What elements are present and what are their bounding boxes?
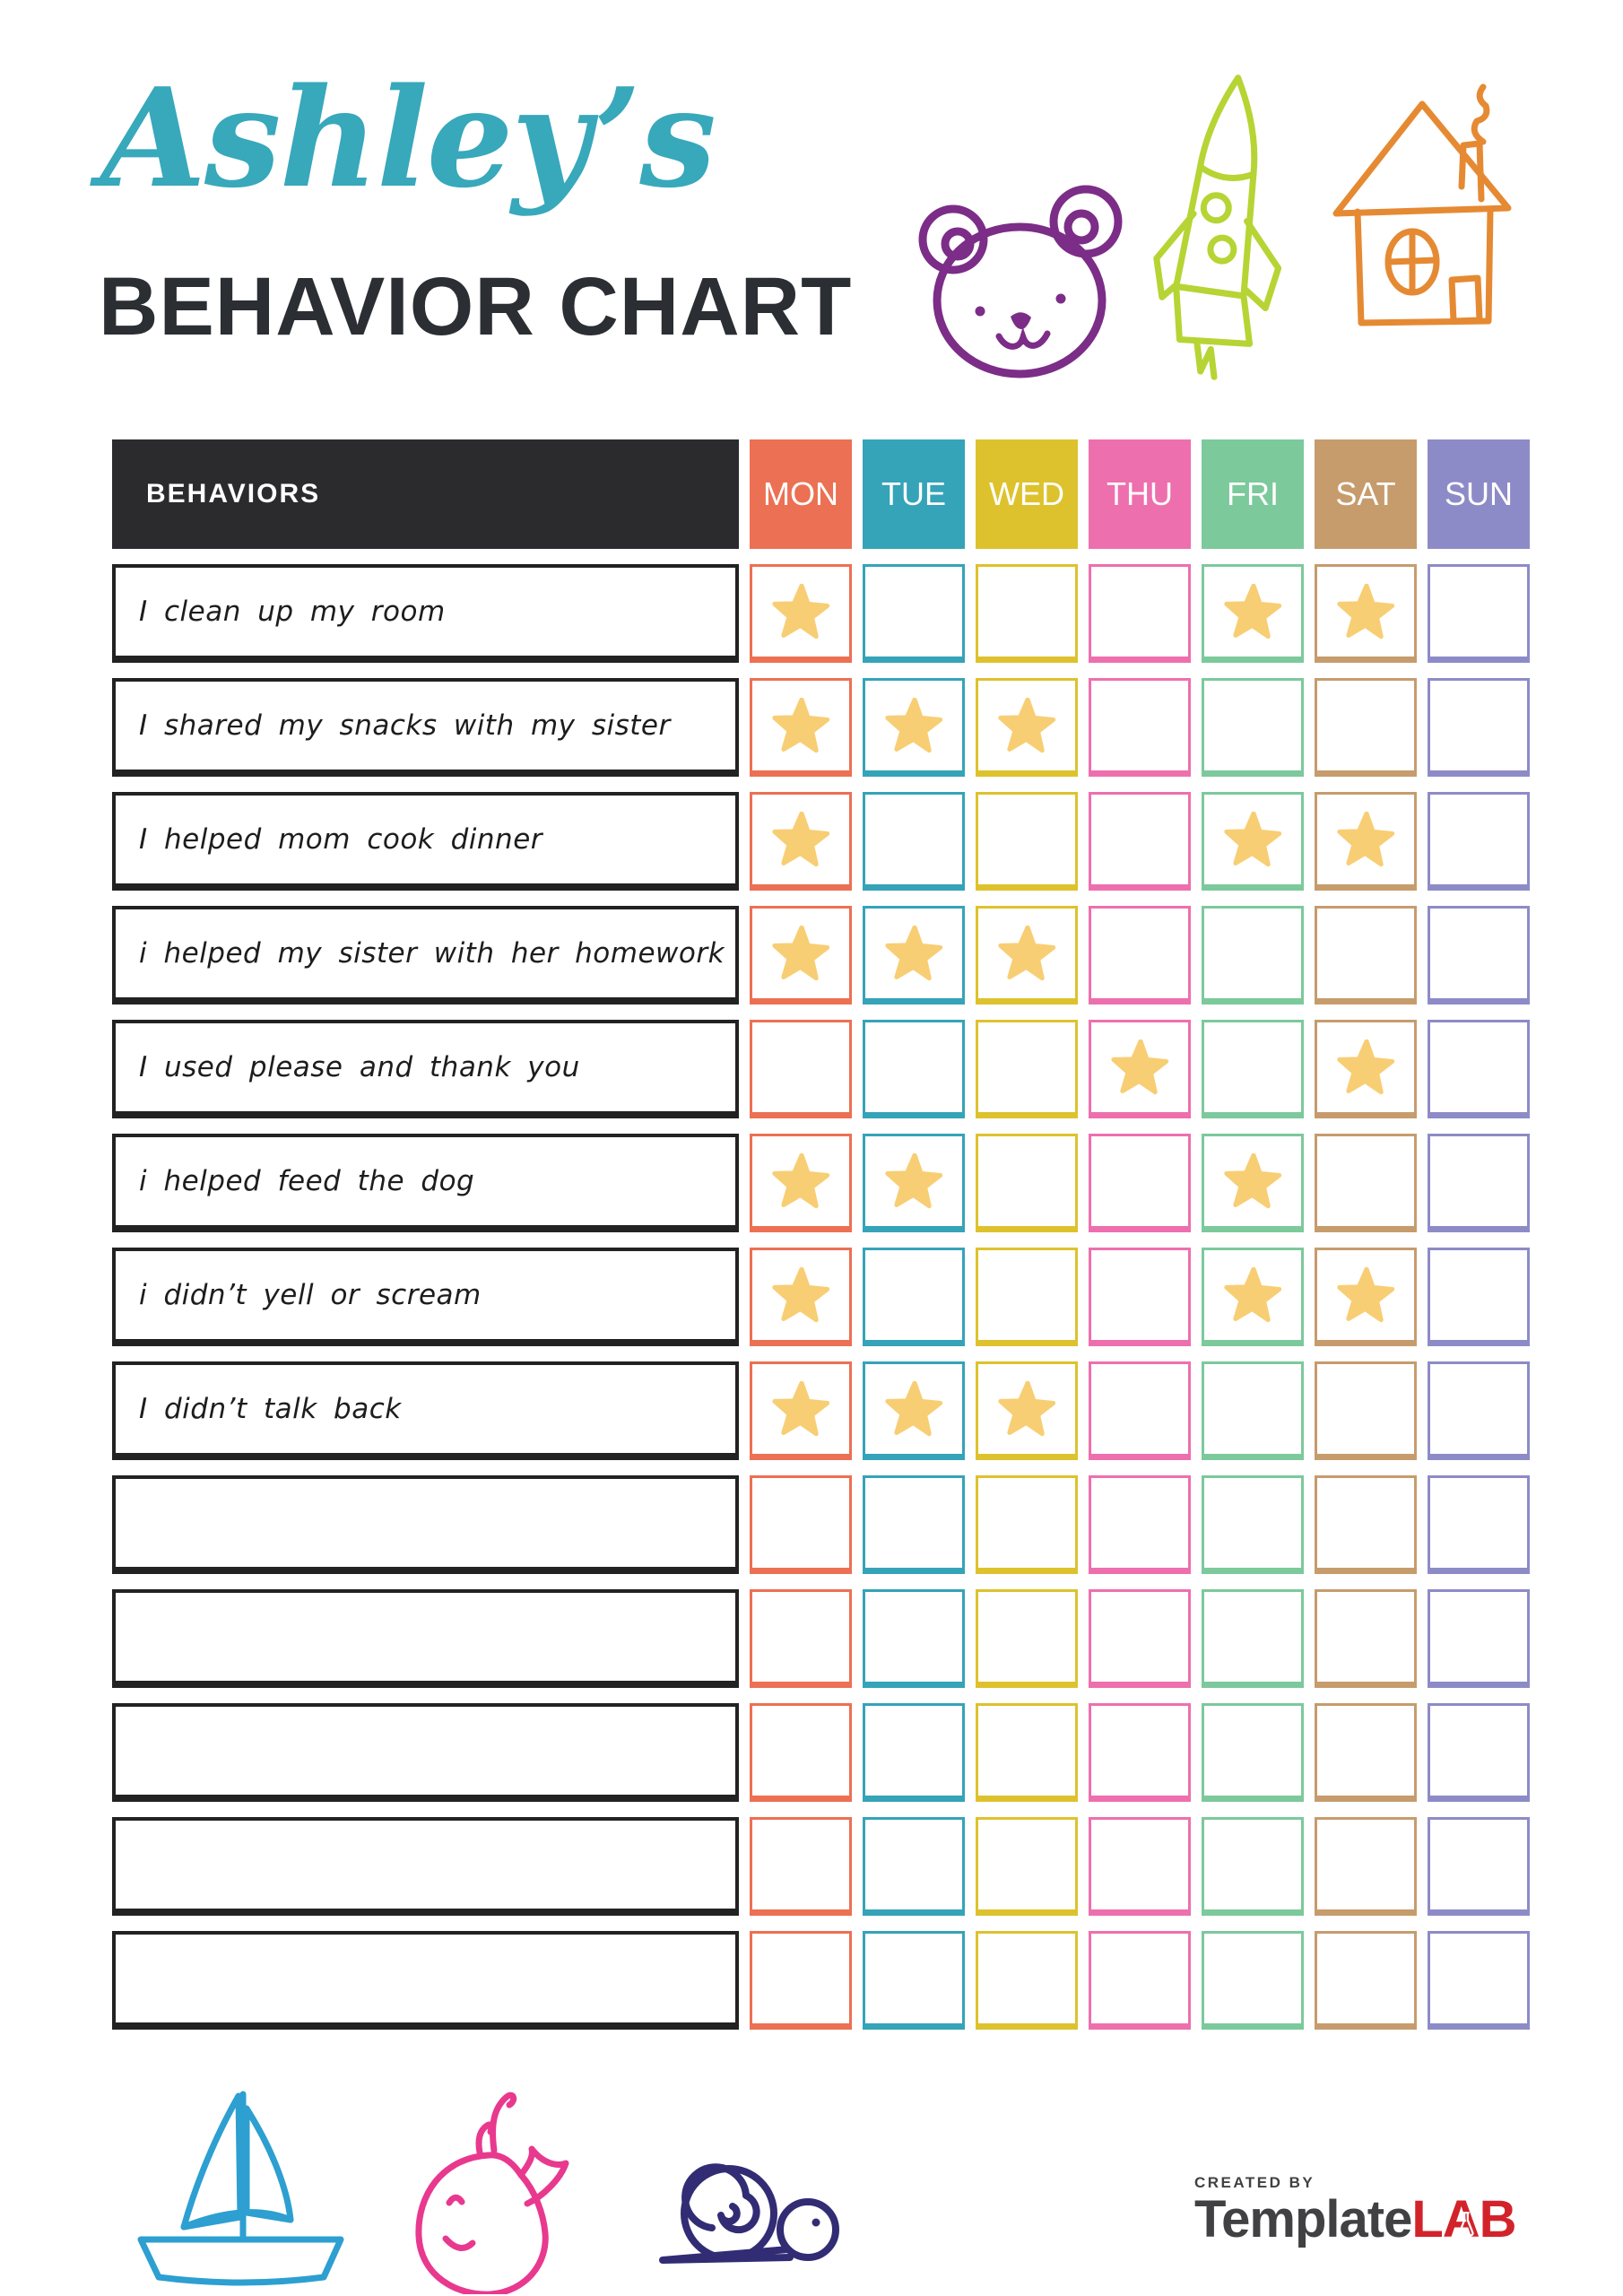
day-cell — [1315, 1134, 1417, 1232]
day-cell — [750, 678, 852, 777]
day-cell — [863, 906, 965, 1004]
day-cell — [1089, 1248, 1191, 1346]
day-cell — [1428, 1703, 1530, 1802]
behavior-label — [112, 1475, 739, 1574]
day-cell — [1315, 1817, 1417, 1916]
day-cell — [1202, 1589, 1304, 1688]
day-cell — [1315, 1589, 1417, 1688]
star-icon — [1336, 583, 1395, 640]
star-icon — [771, 697, 830, 754]
day-cell — [1315, 1475, 1417, 1574]
bear-icon — [910, 175, 1134, 381]
behavior-table — [112, 439, 1530, 2030]
day-cell — [1428, 1134, 1530, 1232]
star-icon — [997, 697, 1056, 754]
day-cell — [1202, 1703, 1304, 1802]
day-cell — [976, 1475, 1078, 1574]
day-header-tue: TUE — [863, 439, 965, 549]
behavior-label: i helped my sister with her homework — [112, 906, 739, 1004]
day-cell — [863, 1475, 965, 1574]
behavior-label: I shared my snacks with my sister — [112, 678, 739, 777]
star-icon — [1336, 1039, 1395, 1096]
day-cell — [750, 1475, 852, 1574]
day-cell — [976, 1248, 1078, 1346]
behavior-label — [112, 1817, 739, 1916]
day-cell — [750, 564, 852, 663]
day-cell — [976, 792, 1078, 891]
day-cell — [1089, 792, 1191, 891]
day-cell — [750, 1589, 852, 1688]
day-cell — [863, 678, 965, 777]
day-cell — [1428, 1817, 1530, 1916]
day-cell — [1315, 678, 1417, 777]
star-icon — [884, 697, 943, 754]
star-icon — [997, 1380, 1056, 1438]
star-icon — [771, 811, 830, 868]
day-cell — [863, 1134, 965, 1232]
day-cell — [750, 1817, 852, 1916]
day-cell — [750, 1361, 852, 1460]
behavior-label — [112, 1931, 739, 2030]
day-cell — [1089, 1361, 1191, 1460]
day-cell — [750, 1134, 852, 1232]
day-cell — [976, 1134, 1078, 1232]
day-cell — [1315, 906, 1417, 1004]
day-cell — [976, 1703, 1078, 1802]
star-icon — [771, 583, 830, 640]
day-cell — [1202, 678, 1304, 777]
day-cell — [1089, 1020, 1191, 1118]
day-cell — [1089, 1134, 1191, 1232]
day-cell — [1202, 1134, 1304, 1232]
day-cell — [1202, 1817, 1304, 1916]
day-cell — [750, 1931, 852, 2030]
day-cell — [863, 1817, 965, 1916]
brand-template-text: Template — [1194, 2190, 1412, 2248]
day-cell — [1428, 792, 1530, 891]
day-cell — [863, 1248, 965, 1346]
brand-name — [1194, 2190, 1516, 2248]
day-cell — [1202, 1931, 1304, 2030]
day-cell — [863, 1589, 965, 1688]
day-cell — [1315, 792, 1417, 891]
house-icon — [1311, 79, 1540, 335]
day-cell — [750, 1703, 852, 1802]
day-cell — [976, 1589, 1078, 1688]
day-cell — [1202, 906, 1304, 1004]
behavior-label: I helped mom cook dinner — [112, 792, 739, 891]
day-cell — [1315, 1020, 1417, 1118]
day-cell — [976, 678, 1078, 777]
day-cell — [863, 1020, 965, 1118]
day-cell — [750, 1248, 852, 1346]
day-cell — [976, 564, 1078, 663]
day-cell — [1428, 1248, 1530, 1346]
star-icon — [884, 1380, 943, 1438]
day-header-fri: FRI — [1202, 439, 1304, 549]
child-name-title: Ashley’s — [100, 57, 715, 218]
whale-icon — [381, 2070, 614, 2294]
day-cell — [1202, 1475, 1304, 1574]
day-cell — [1428, 906, 1530, 1004]
star-icon — [1223, 1152, 1282, 1210]
day-cell — [863, 1703, 965, 1802]
day-cell — [1428, 1361, 1530, 1460]
day-cell — [1428, 678, 1530, 777]
behavior-label: I didn’t talk back — [112, 1361, 739, 1460]
star-icon — [1223, 811, 1282, 868]
day-header-sun: SUN — [1428, 439, 1530, 549]
day-cell — [1089, 906, 1191, 1004]
day-cell — [1428, 1931, 1530, 2030]
star-icon — [1110, 1039, 1169, 1096]
day-header-sat: SAT — [1315, 439, 1417, 549]
rocket-icon — [1137, 70, 1307, 402]
star-icon — [884, 925, 943, 982]
day-header-mon: MON — [750, 439, 852, 549]
day-cell — [976, 1931, 1078, 2030]
snail-icon — [632, 2142, 856, 2285]
day-cell — [976, 1361, 1078, 1460]
behaviors-header-cell: BEHAVIORS — [112, 439, 739, 549]
page-title: BEHAVIOR CHART — [99, 261, 853, 352]
day-cell — [1428, 564, 1530, 663]
day-cell — [1089, 1817, 1191, 1916]
star-icon — [1223, 1266, 1282, 1324]
day-cell — [1089, 678, 1191, 777]
behavior-label — [112, 1589, 739, 1688]
day-cell — [750, 906, 852, 1004]
day-cell — [1202, 564, 1304, 663]
star-icon — [771, 1266, 830, 1324]
behavior-label — [112, 1703, 739, 1802]
star-icon — [1336, 811, 1395, 868]
day-cell — [1202, 1361, 1304, 1460]
day-cell — [1315, 1361, 1417, 1460]
day-cell — [1202, 792, 1304, 891]
day-cell — [1315, 1248, 1417, 1346]
star-icon — [771, 1152, 830, 1210]
star-icon — [997, 925, 1056, 982]
sailboat-icon — [121, 2067, 363, 2292]
templatelab-logo — [1194, 2174, 1516, 2246]
day-header-thu: THU — [1089, 439, 1191, 549]
behavior-label: I clean up my room — [112, 564, 739, 663]
flask-icon — [1456, 2211, 1476, 2238]
day-cell — [863, 792, 965, 891]
day-cell — [863, 1931, 965, 2030]
day-cell — [1428, 1475, 1530, 1574]
day-cell — [750, 1020, 852, 1118]
star-icon — [771, 1380, 830, 1438]
day-cell — [1089, 1589, 1191, 1688]
day-cell — [1315, 564, 1417, 663]
day-cell — [863, 1361, 965, 1460]
day-cell — [1089, 1475, 1191, 1574]
day-cell — [1315, 1931, 1417, 2030]
behavior-label: i didn’t yell or scream — [112, 1248, 739, 1346]
day-cell — [976, 906, 1078, 1004]
day-cell — [1089, 564, 1191, 663]
star-icon — [1223, 583, 1282, 640]
day-cell — [1089, 1703, 1191, 1802]
star-icon — [1336, 1266, 1395, 1324]
day-cell — [1428, 1589, 1530, 1688]
day-cell — [976, 1020, 1078, 1118]
day-cell — [976, 1817, 1078, 1916]
day-cell — [863, 564, 965, 663]
behavior-label: I used please and thank you — [112, 1020, 739, 1118]
day-cell — [1315, 1703, 1417, 1802]
brand-lab-text: LAB — [1411, 2190, 1516, 2248]
day-cell — [750, 792, 852, 891]
day-cell — [1089, 1931, 1191, 2030]
star-icon — [884, 1152, 943, 1210]
behavior-label: i helped feed the dog — [112, 1134, 739, 1232]
day-cell — [1202, 1020, 1304, 1118]
created-by-label: CREATED BY — [1194, 2174, 1315, 2191]
star-icon — [771, 925, 830, 982]
day-cell — [1202, 1248, 1304, 1346]
day-header-wed: WED — [976, 439, 1078, 549]
day-cell — [1428, 1020, 1530, 1118]
